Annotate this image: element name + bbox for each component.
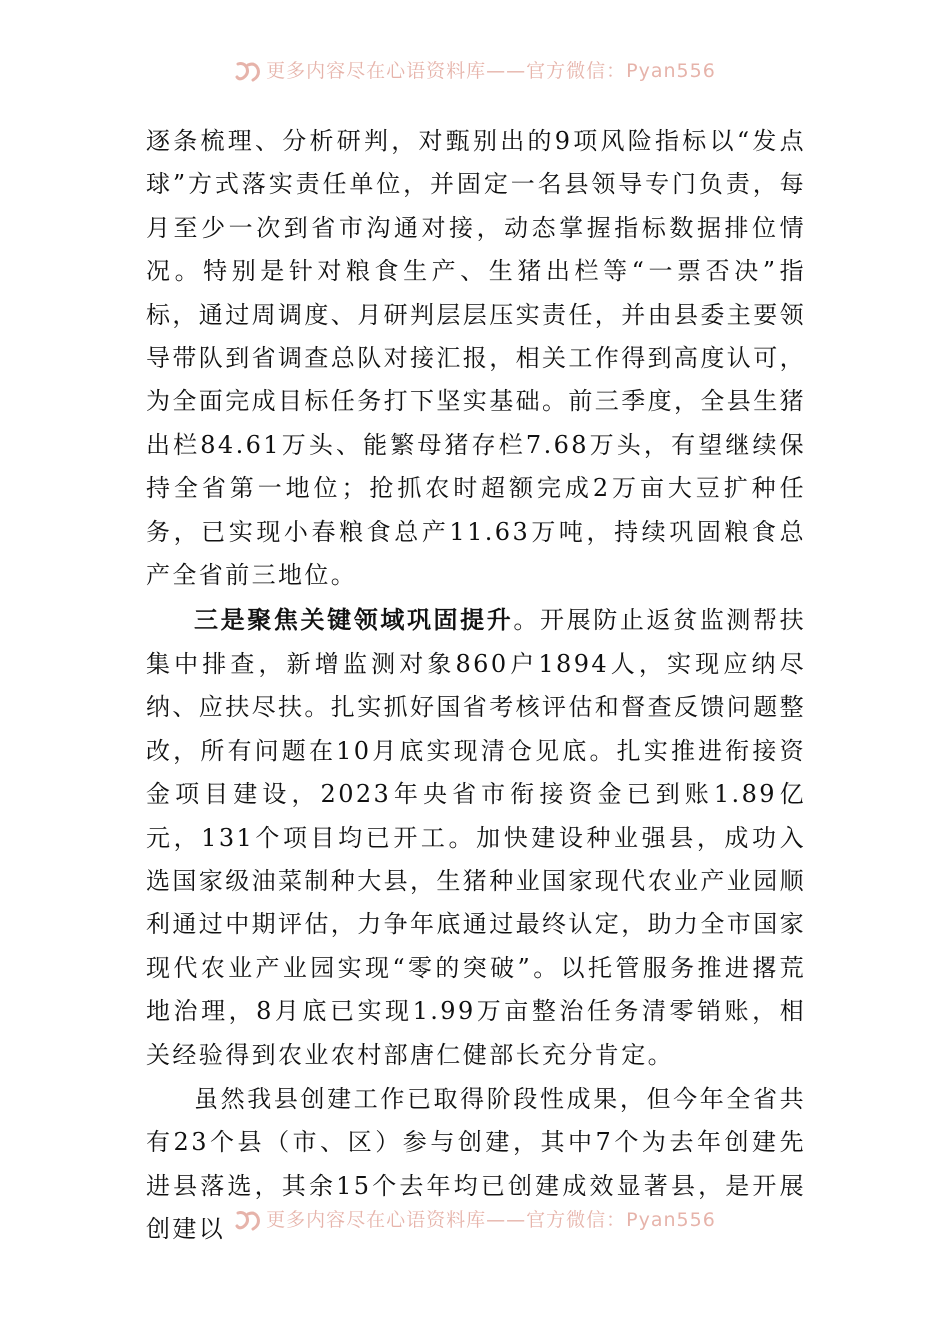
paragraph-creation-status: 虽然我县创建工作已取得阶段性成果，但今年全省共有23个县（市、区）参与创建，其中7个为去年创建先进县落选，其余15个去年均已创建成效显著县，是开展创建以	[146, 1084, 806, 1244]
paragraph-key-areas	[146, 598, 806, 1076]
yy-logo-icon	[234, 60, 264, 82]
paragraph-key-areas-lead: 三是聚焦关键领域巩固提升	[194, 605, 514, 635]
footer-watermark	[0, 1205, 950, 1232]
footer-watermark-text: 更多内容尽在心语资料库——官方微信：Pyan556	[266, 1209, 716, 1231]
document-body	[146, 120, 806, 1252]
paragraph-risk-indicators: 逐条梳理、分析研判，对甄别出的9项风险指标以“发点球”方式落实责任单位，并固定一名县领导专门负责，每月至少一次到省市沟通对接，动态掌握指标数据排位情况。特别是针对粮食生产、生猪出栏等“一票否决”指标，通过周调度、月研判层层压实责任，并由县委主要领导带队到省调查总队对接汇报，相关工作得到高度认可，为全面完成目标任务打下坚实基础。前三季度，全县生猪出栏84.61万头、能繁母猪存栏7.68万头，有望继续保持全省第一地位；抢抓农时超额完成2万亩大豆扩种任务，已实现小春粮食总产11.63万吨，持续巩固粮食总产全省前三地位。	[146, 127, 806, 590]
header-watermark-text: 更多内容尽在心语资料库——官方微信：Pyan556	[266, 60, 716, 82]
header-watermark	[0, 56, 950, 83]
yy-logo-icon	[234, 1209, 264, 1231]
paragraph-key-areas-text: 。开展防止返贫监测帮扶集中排查，新增监测对象860户1894人，实现应纳尽纳、应扶尽扶。扎实抓好国省考核评估和督查反馈问题整改，所有问题在10月底实现清仓见底。扎实推进衔接资金项目建设，2023年央省市衔接资金已到账1.89亿元，131个项目均已开工。加快建设种业强县，成功入选国家级油菜制种大县，生猪种业国家现代农业产业园顺利通过中期评估，力争年底通过最终认定，助力全市国家现代农业产业园实现“零的突破”。以托管服务推进撂荒地治理，8月底已实现1.99万亩整治任务清零销账，相关经验得到农业农村部唐仁健部长充分肯定。	[146, 606, 806, 1069]
